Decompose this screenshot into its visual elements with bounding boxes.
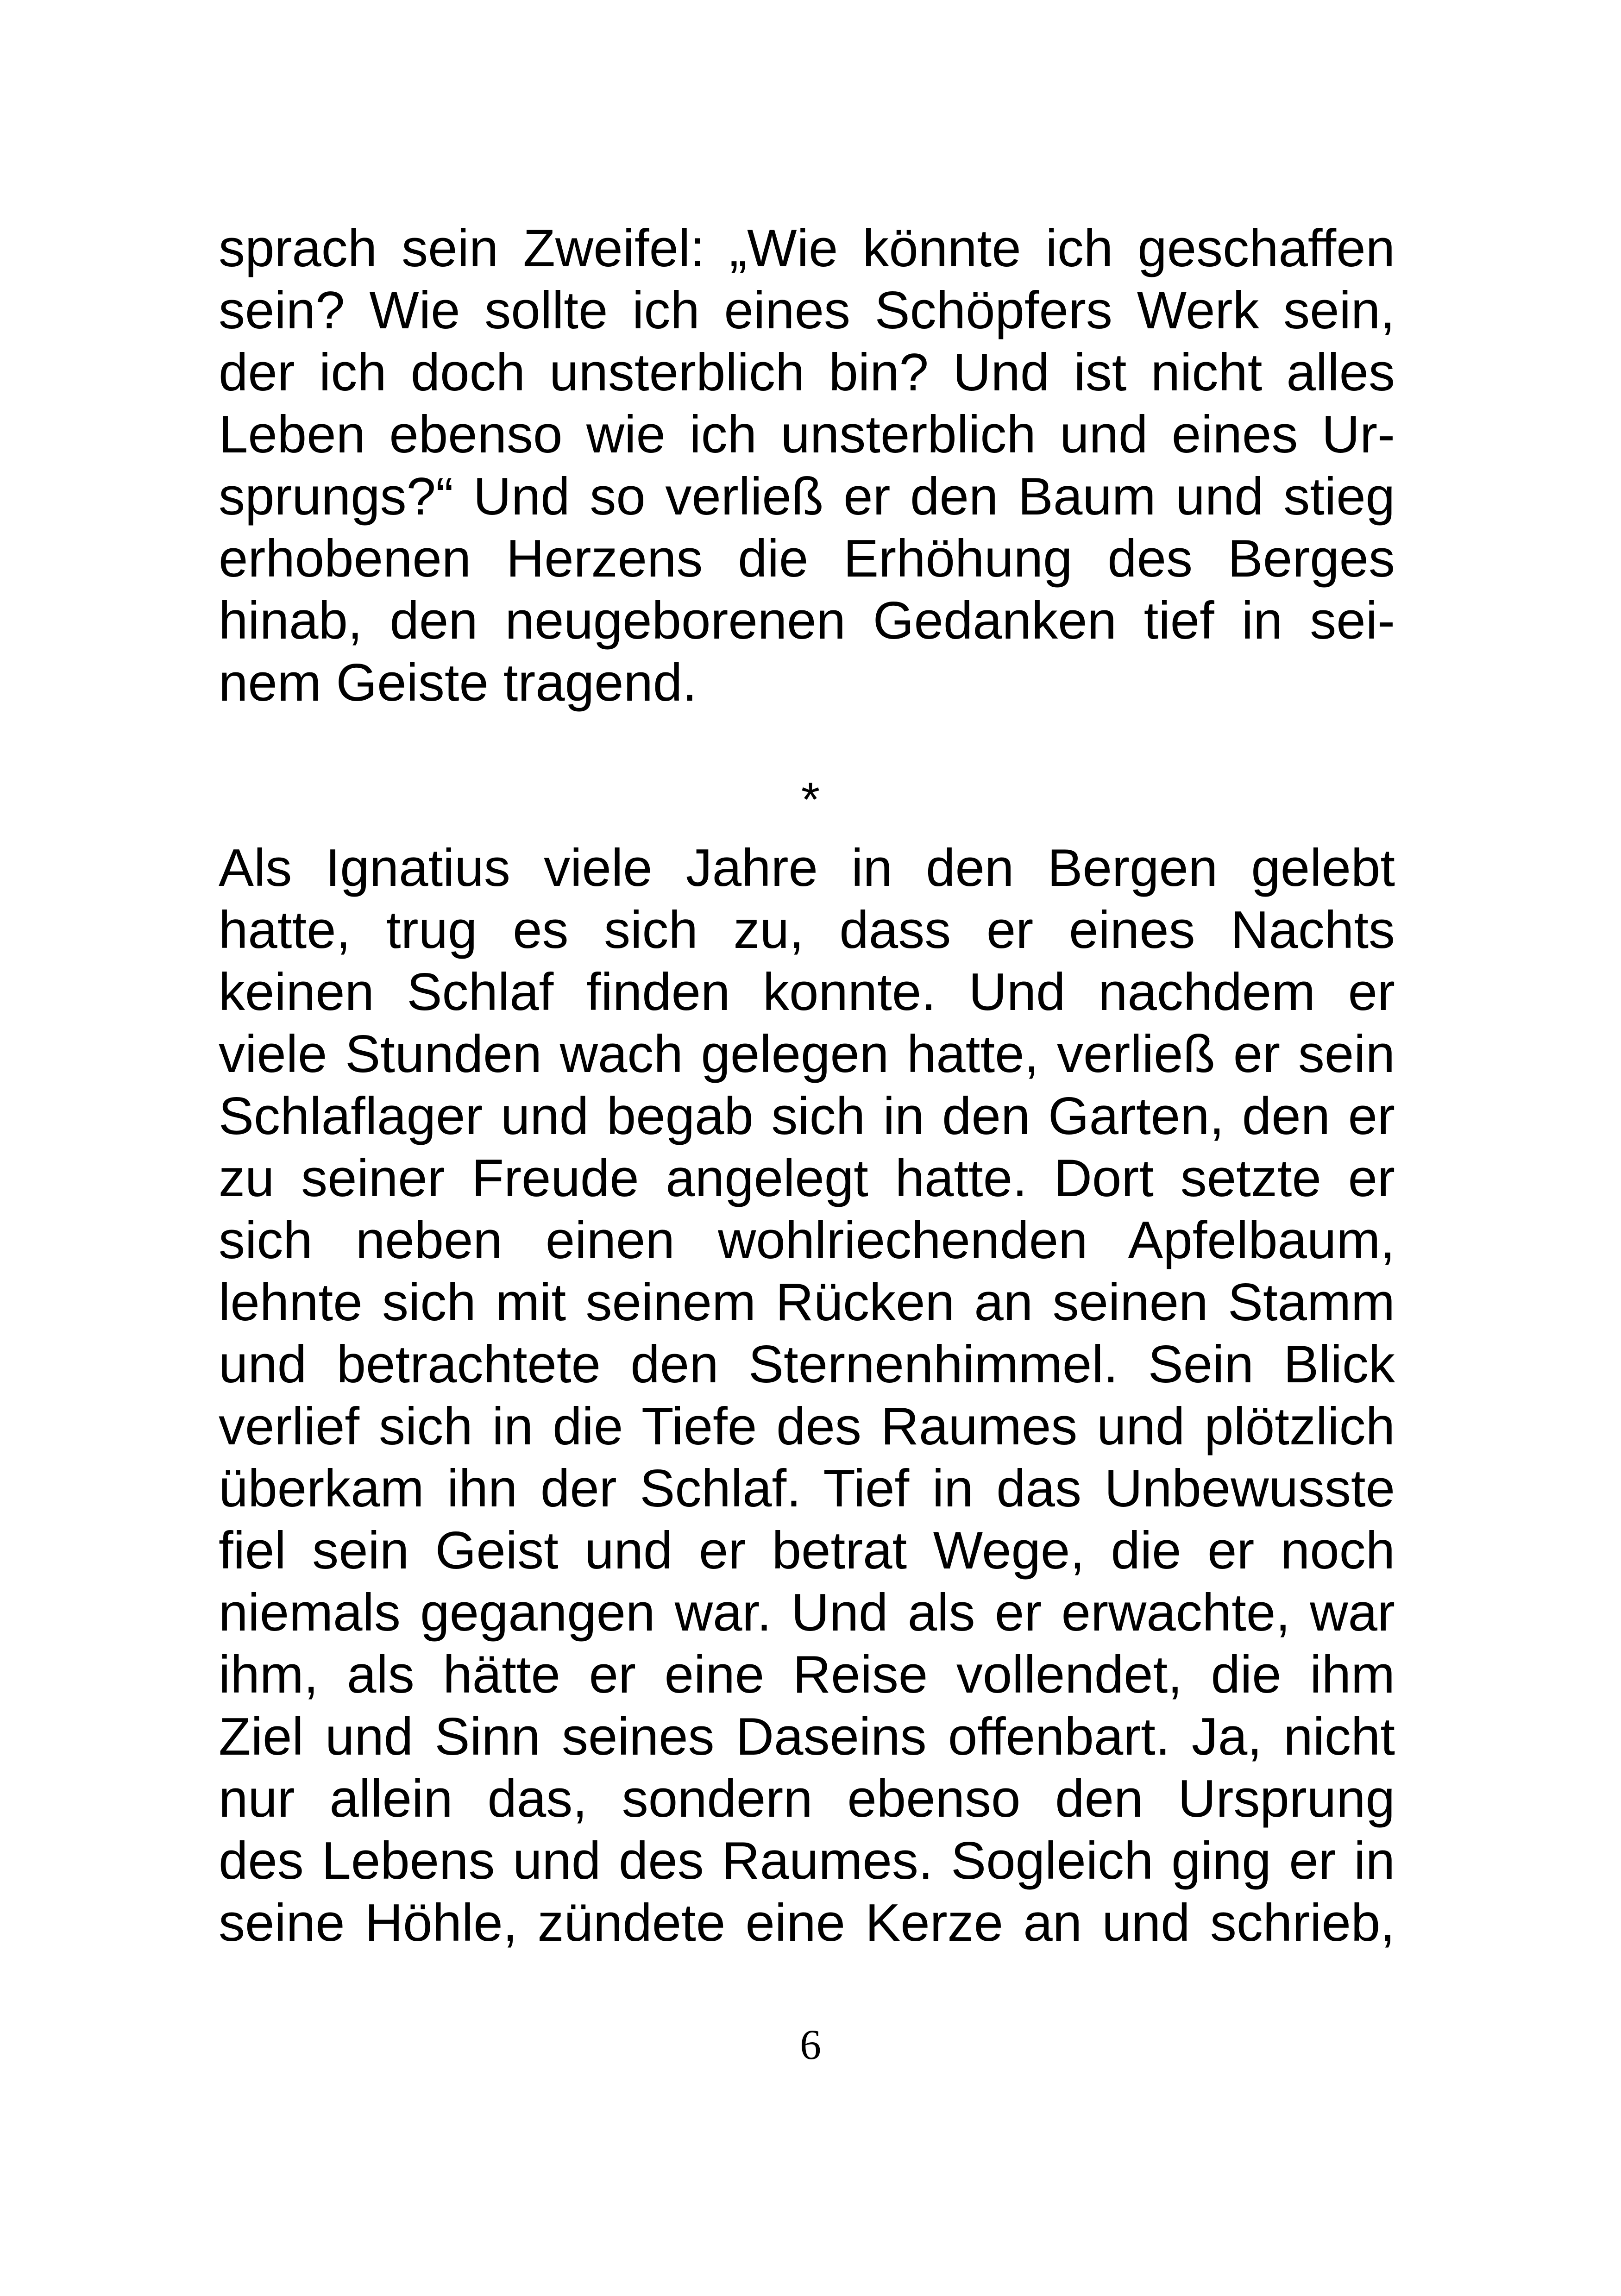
text-line: der ich doch unsterblich bin? Und ist nicht alles	[219, 343, 1395, 402]
text-line: Ziel und Sinn seines Daseins offenbart. Ja, nicht	[219, 1707, 1395, 1766]
text-line: nur allein das, sondern ebenso den Ursprung	[219, 1769, 1395, 1828]
text-line: und betrachtete den Sternenhimmel. Sein Blick	[219, 1335, 1395, 1394]
text-line: sich neben einen wohlriechenden Apfelbaum,	[219, 1211, 1395, 1270]
text-line: erhobenen Herzens die Erhöhung des Berges	[219, 529, 1395, 588]
text-line: Leben ebenso wie ich unsterblich und eines Ur-	[219, 405, 1395, 464]
text-line: fiel sein Geist und er betrat Wege, die er noch	[219, 1521, 1395, 1580]
text-line: keinen Schlaf finden konnte. Und nachdem er	[219, 963, 1395, 1022]
text-line: sprach sein Zweifel: „Wie könnte ich geschaffen	[219, 219, 1395, 278]
text-line: lehnte sich mit seinem Rücken an seinen Stamm	[219, 1273, 1395, 1332]
text-line: des Lebens und des Raumes. Sogleich ging er in	[219, 1832, 1395, 1890]
text-line: sprungs?“ Und so verließ er den Baum und stieg	[219, 467, 1395, 526]
text-line: seine Höhle, zündete eine Kerze an und schrieb,	[219, 1894, 1395, 1952]
text-line: viele Stunden wach gelegen hatte, verließ er sein	[219, 1025, 1395, 1084]
text-line: verlief sich in die Tiefe des Raumes und plötzlich	[219, 1397, 1395, 1456]
page-number: 6	[800, 2021, 821, 2068]
text-line: nem Geiste tragend.	[219, 653, 697, 712]
text-line: niemals gegangen war. Und als er erwachte, war	[219, 1583, 1395, 1642]
text-line: hinab, den neugeborenen Gedanken tief in sei-	[219, 591, 1395, 650]
text-line: zu seiner Freude angelegt hatte. Dort setzte er	[219, 1149, 1395, 1208]
paragraph-2	[219, 837, 1395, 1954]
text-line: sein? Wie sollte ich eines Schöpfers Werk sein,	[219, 281, 1395, 340]
text-line: ihm, als hätte er eine Reise vollendet, die ihm	[219, 1645, 1395, 1704]
section-separator: *	[801, 773, 820, 827]
text-line: überkam ihn der Schlaf. Tief in das Unbewusste	[219, 1459, 1395, 1518]
text-line: hatte, trug es sich zu, dass er eines Nachts	[219, 901, 1395, 960]
text-line: Als Ignatius viele Jahre in den Bergen gelebt	[219, 839, 1395, 897]
paragraph-1	[219, 218, 1395, 714]
text-line: Schlaflager und begab sich in den Garten, den er	[219, 1087, 1395, 1146]
